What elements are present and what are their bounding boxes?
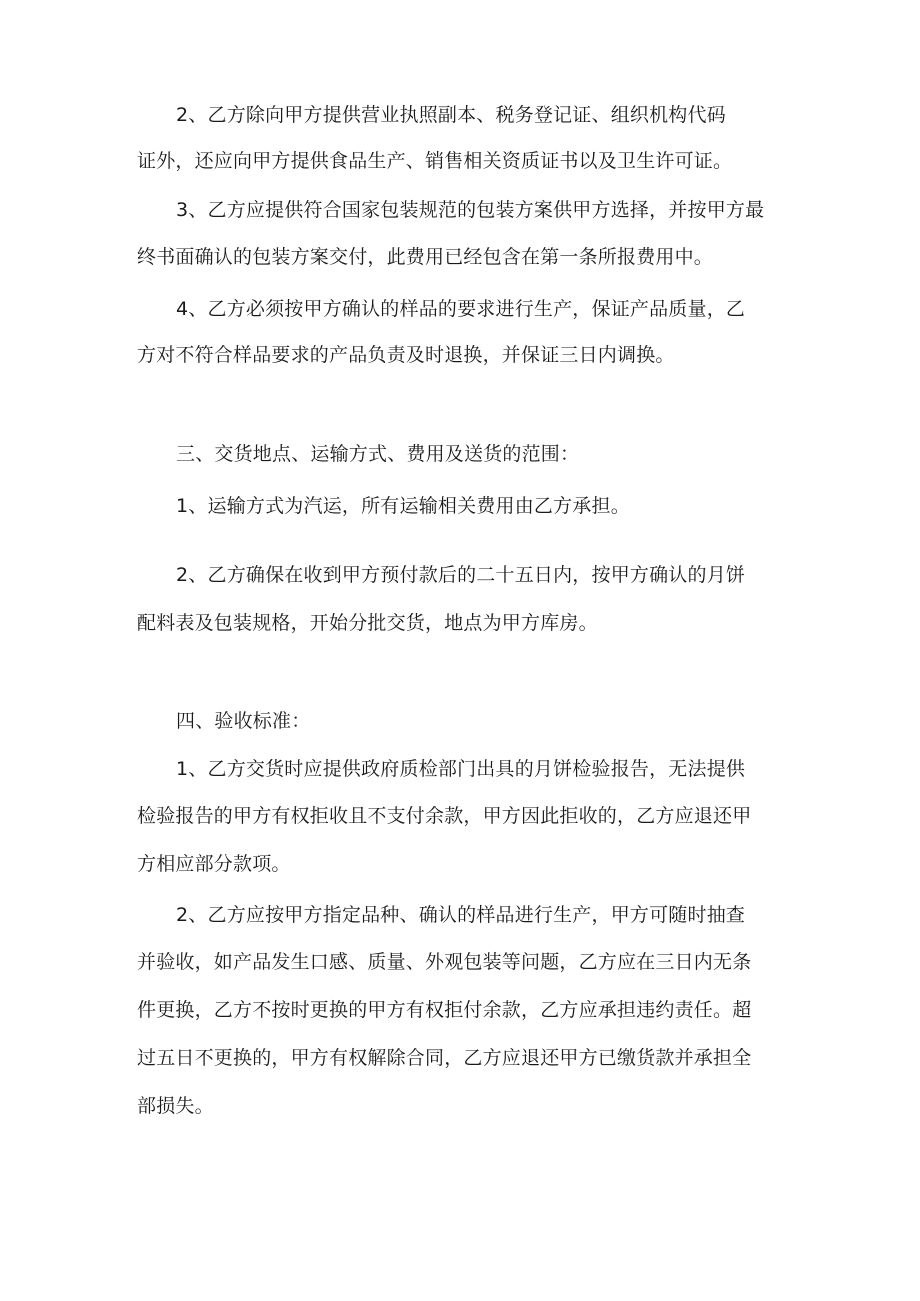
paragraph-line: 2、乙方除向甲方提供营业执照副本、税务登记证、组织机构代码	[176, 104, 726, 126]
paragraph-line: 方相应部分款项。	[137, 853, 291, 875]
paragraph-line: 方对不符合样品要求的产品负责及时退换，并保证三日内调换。	[137, 344, 675, 366]
paragraph-line: 1、乙方交货时应提供政府质检部门出具的月饼检验报告，无法提供	[176, 758, 746, 780]
section-heading: 四、验收标准：	[176, 710, 311, 732]
paragraph-line: 检验报告的甲方有权拒收且不支付余款，甲方因此拒收的，乙方应退还甲	[137, 805, 752, 827]
paragraph-line: 部损失。	[137, 1095, 214, 1117]
paragraph-line: 1、运输方式为汽运，所有运输相关费用由乙方承担。	[176, 495, 630, 517]
paragraph-line: 终书面确认的包装方案交付，此费用已经包含在第一条所报费用中。	[137, 246, 714, 268]
section-heading: 三、交货地点、运输方式、费用及送货的范围：	[176, 443, 580, 465]
paragraph-line: 2、乙方确保在收到甲方预付款后的二十五日内，按甲方确认的月饼	[176, 564, 746, 586]
paragraph-line: 过五日不更换的，甲方有权解除合同，乙方应退还甲方已缴货款并承担全	[137, 1047, 752, 1069]
paragraph-line: 配料表及包装规格，开始分批交货，地点为甲方库房。	[137, 612, 598, 634]
paragraph-line: 并验收，如产品发生口感、质量、外观包装等问题，乙方应在三日内无条	[137, 951, 752, 973]
paragraph-line: 件更换，乙方不按时更换的甲方有权拒付余款，乙方应承担违约责任。超	[137, 999, 752, 1021]
paragraph-line: 4、乙方必须按甲方确认的样品的要求进行生产，保证产品质量，乙	[176, 298, 746, 320]
paragraph-line: 证外，还应向甲方提供食品生产、销售相关资质证书以及卫生许可证。	[137, 150, 733, 172]
paragraph-line: 2、乙方应按甲方指定品种、确认的样品进行生产，甲方可随时抽查	[176, 904, 746, 926]
paragraph-line: 3、乙方应提供符合国家包装规范的包装方案供甲方选择，并按甲方最	[176, 199, 765, 221]
